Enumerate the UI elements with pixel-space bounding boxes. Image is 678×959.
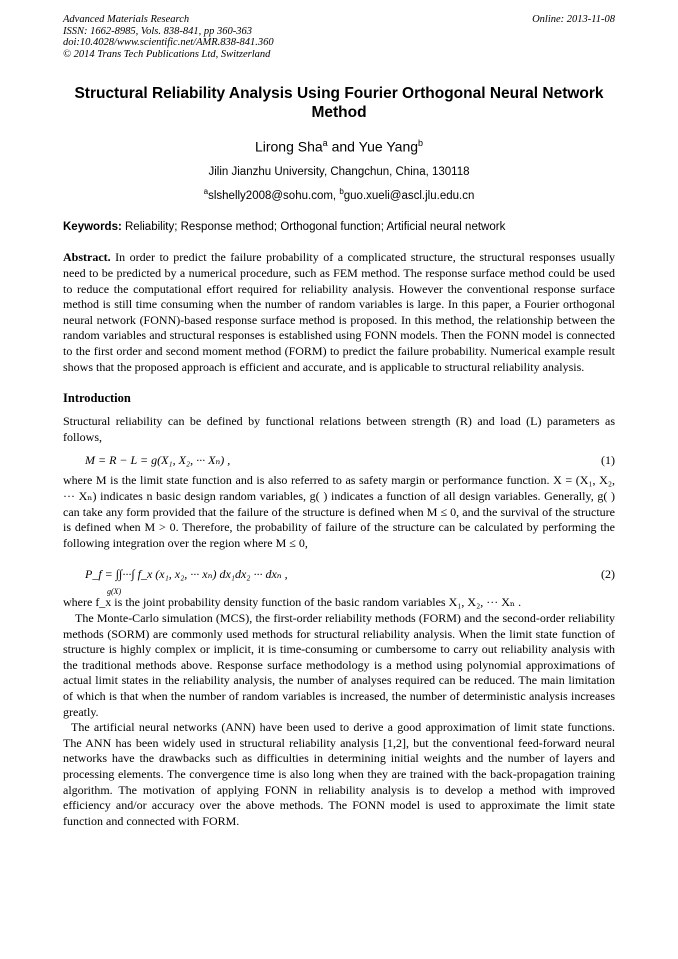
doi-line: doi:10.4028/www.scientific.net/AMR.838-841.360: [63, 37, 274, 48]
keywords-text: Reliability; Response method; Orthogonal function; Artificial neural network: [121, 221, 506, 234]
title-line-2: Method: [311, 104, 367, 121]
intro-paragraph-1: Structural reliability can be defined by functional relations between strength (R) and load (L) parameters as follows,: [63, 414, 615, 444]
journal-name: Advanced Materials Research: [63, 14, 190, 25]
online-date: Online: 2013-11-08: [532, 14, 615, 25]
intro-paragraph-2: where M is the limit state function and is also referred to as safety margin or performance function. X = (X₁, X₂, ··· Xₙ) indicates n basic design random variables, g( ) indicates a function of all design variables. Generally, g( ) can take any form provided that the failure of the structure is defined when M ≤ 0, and the survival of the structure is defined when M > 0. Therefore, the probability of failure of the structure can be calculated by performing the following integration over the region where M ≤ 0,: [63, 473, 615, 550]
abstract: [63, 250, 615, 375]
abstract-label: Abstract.: [63, 250, 111, 265]
author-emails: [63, 185, 615, 203]
email-b: guo.xueli@ascl.jlu.edu.cn: [343, 189, 475, 202]
author-2-sup: b: [418, 138, 424, 148]
author-2: Yue Yang: [358, 138, 419, 155]
issn-line: ISSN: 1662-8985, Vols. 838-841, pp 360-363: [63, 25, 252, 37]
journal-header: [63, 14, 615, 60]
title-line-1: Structural Reliability Analysis Using Fourier Orthogonal Neural Network: [74, 85, 604, 102]
equation-2-body: P_f = ∫∫···∫ f_x (x₁, x₂, ··· xₙ) dx₁dx₂ ··· dxₙ ,: [85, 567, 288, 582]
equation-2: [85, 559, 615, 597]
author-list: [63, 135, 615, 155]
intro-paragraph-5: The artificial neural networks (ANN) have been used to derive a good approximation of limit state functions. The ANN has been widely used in structural reliability analysis [1,2], but the conventional feed-forward neural networks have the drawbacks such as difficulties in determining initial weights and the number of layers and processing elements. The convergence time is also long when they are trained with the back-propagation training algorithm. The motivation of applying FONN in reliability analysis is to develop a method with improved efficiency and/or accuracy over the above methods. The FONN model is used to approximate the limit state function and connected with FORM.: [63, 720, 615, 828]
equation-1-body: M = R − L = g(X₁, X₂, ··· Xₙ) ,: [85, 453, 231, 468]
email-b-sup: b: [339, 186, 344, 196]
intro-paragraph-3: where f_x is the joint probability density function of the basic random variables X₁, X₂, ··· Xₙ .: [63, 595, 522, 610]
abstract-text: In order to predict the failure probability of a complicated structure, the structural responses usually need to be predicted by a numerical procedure, such as FEM method. The response surface method could be used to reduce the computational effort required for reliability analysis. However the conventional response surface method is still time consuming when the number of random variables is large. In this paper, a Fourier orthogonal neural network (FONN)-based response surface method is proposed. In this method, the relationship between the random variables and structural responses is established using FONN models. Then the FONN model is connected to the first order and second moment method (FORM) to predict the failure probability. Numerical example result shows that the proposed approach is efficient and accurate, and is applicable to structural reliability analysis.: [63, 250, 615, 374]
equation-1-number: (1): [601, 453, 615, 468]
section-heading-introduction: Introduction: [63, 391, 131, 406]
paper-page: [63, 14, 615, 829]
intro-paragraph-4: The Monte-Carlo simulation (MCS), the first-order reliability methods (FORM) and the second-order reliability methods (SORM) are commonly used methods for structural reliability analysis. When the limit state function of structure is highly complex or implicit, it is time-consuming or cumbersome to carry out reliability analysis with the traditional methods above. Response surface methodology is a method using polynomial approximations of actual limit states in the reliability analysis, the number of analyses required can be reduced. The main limitation of which is that when the number of random variables is increased, the number of deterministic analysis increases greatly.: [63, 610, 615, 719]
equation-2-integral-region: g(X): [107, 587, 122, 597]
keywords-label: Keywords:: [63, 221, 122, 234]
email-a: slshelly2008@sohu.com,: [208, 189, 340, 202]
copyright-line: © 2014 Trans Tech Publications Ltd, Switzerland: [63, 48, 271, 60]
keywords: [63, 220, 615, 234]
equation-2-number: (2): [601, 567, 615, 582]
author-1-sup: a: [322, 138, 328, 148]
paper-title: [63, 84, 615, 122]
affiliation: Jilin Jianzhu University, Changchun, China, 130118: [208, 165, 470, 178]
email-a-sup: a: [203, 186, 209, 196]
equation-1: [85, 449, 615, 471]
author-and: and: [327, 138, 359, 155]
author-1: Lirong Sha: [254, 138, 323, 155]
